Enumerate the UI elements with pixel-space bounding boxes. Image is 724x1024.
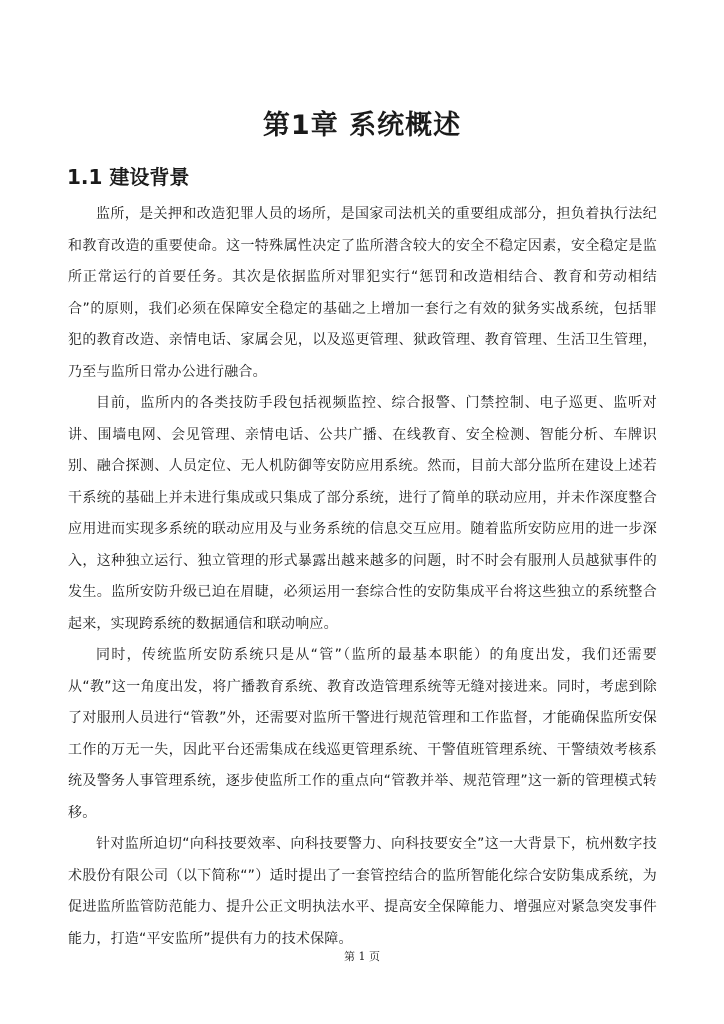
section-title: 1.1 建设背景 <box>67 165 190 189</box>
paragraph-3: 同时，传统监所安防系统只是从“管”（监所的最基本职能）的角度出发，我们还需要从“教”这一角度出发，将广播教育系统、教育改造管理系统等无缝对接进来。同时，考虑到除了对服刑人员进行“管教”外，还需要对监所干警进行规范管理和工作监督，才能确保监所安保工作的万无一失，因此平台还需集成在线巡更管理系统、干警值班管理系统、干警绩效考核系统及警务人事管理系统，逐步使监所工作的重点向“管教并举、规范管理”这一新的管理模式转移。 <box>68 647 657 821</box>
paragraph-4: 针对监所迫切“向科技要效率、向科技要警力、向科技要安全”这一大背景下，杭州数字技术股份有限公司（以下简称“”）适时提出了一套管控结合的监所智能化综合安防集成系统，为促进监所监管防范能力、提升公正文明执法水平、提高安全保障能力、增强应对紧急突发事件能力，打造“平安监所”提供有力的技术保障。 <box>68 836 657 947</box>
paragraph-2: 目前，监所内的各类技防手段包括视频监控、综合报警、门禁控制、电子巡更、监听对讲、围墙电网、会见管理、亲情电话、公共广播、在线教育、安全检测、智能分析、车牌识别、融合探测、人员定位、无人机防御等安防应用系统。然而，目前大部分监所在建设上述若干系统的基础上并未进行集成或只集成了部分系统，进行了简单的联动应用，并未作深度整合应用进而实现多系统的联动应用及与业务系统的信息交互应用。随着监所安防应用的进一步深入，这种独立运行、独立管理的形式暴露出越来越多的问题，时不时会有服刑人员越狱事件的发生。监所安防升级已迫在眉睫，必须运用一套综合性的安防集成平台将这些独立的系统整合起来，实现跨系统的数据通信和联动响应。 <box>68 395 657 632</box>
page-number: 第 1 页 <box>344 950 380 963</box>
chapter-title: 第1章 系统概述 <box>262 110 462 141</box>
section-body <box>68 199 657 955</box>
paragraph-1: 监所，是关押和改造犯罪人员的场所，是国家司法机关的重要组成部分，担负着执行法纪和教育改造的重要使命。这一特殊属性决定了监所潜含较大的安全不稳定因素，安全稳定是监所正常运行的首要任务。其次是依据监所对罪犯实行“惩罚和改造相结合、教育和劳动相结合”的原则，我们必须在保障安全稳定的基础之上增加一套行之有效的狱务实战系统，包括罪犯的教育改造、亲情电话、家属会见，以及巡更管理、狱政管理、教育管理、生活卫生管理，乃至与监所日常办公进行融合。 <box>68 206 657 380</box>
